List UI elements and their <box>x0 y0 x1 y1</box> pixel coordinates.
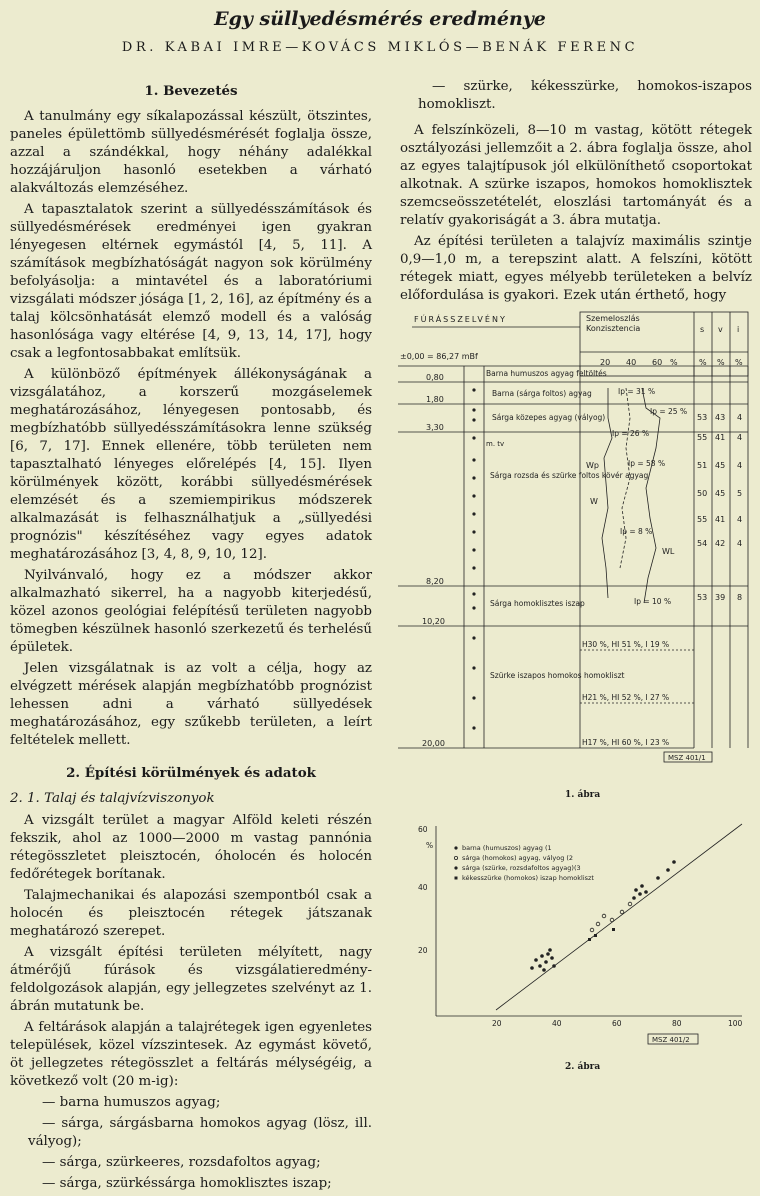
paragraph: Talajmechanikai és alapozási szempontból csak a holocén és pleisztocén rétegek játszanak meghatározó szerepet. <box>10 888 372 939</box>
fig2-xtick: 20 <box>492 1019 502 1028</box>
figure-2-caption: 2. ábra <box>565 1062 601 1072</box>
fig1-cell: 4 <box>737 515 743 524</box>
fig1-cell: 54 <box>697 539 708 548</box>
fig1-cell: 4 <box>737 433 743 442</box>
fig2-xtick: 40 <box>552 1019 562 1028</box>
fig1-wl-curve <box>642 388 660 603</box>
article-authors: DR. KABAI IMRE—KOVÁCS MIKLÓS—BENÁK FERENC <box>121 40 639 55</box>
fig2-legend: sárga (homokos) agyag, vályog (2 <box>462 854 574 862</box>
paragraph: Az építési területen a talajvíz maximális szintje 0,9—1,0 m, a terepszint alatt. A felszíni, kötött rétegek miatt, egyes mélyebb területeken a belvíz előfordulása is gyakori. Ezek után érthető, hogy <box>400 234 752 303</box>
fig1-unit: % <box>735 358 743 367</box>
fig1-w-label: W <box>590 497 598 506</box>
fig1-datum: ±0,00 = 86,27 mBf <box>400 352 478 361</box>
fig1-scale: 60 <box>652 358 663 367</box>
fig1-layer: Barna (sárga foltos) agyag <box>492 389 592 398</box>
paragraph: A felszínközeli, 8—10 m vastag, kötött rétegek osztályozási jellemzőit a 2. ábra foglalja össze, ahol az egyes talajtípusok jól elkülöníthető csoportokat alkotnak. A szürke iszapos, homokos homoklisztek szemcseösszetételét, eloszlási tartományát és a relatív gyakoriságát a 3. ábra mutatja. <box>400 123 752 228</box>
fig1-cell: 43 <box>715 413 726 422</box>
fig1-ip: Ip = 26 % <box>612 429 650 438</box>
paragraph: A különböző építmények állékonyságának a vizsgálatához, a korszerű mozgáselemek meghatározásához, lényegesen pontosabb, és megbízhatóbb süllyedésszámításokra lenne szükség [6, 7, 17]. Ennek ellenére, több területen nem tapasztalható lényeges előrelépés [4, 15]. Ilyen körülmények között, korábbi süllyedésmérések elemzését és a szemiempirikus módszerek alkalmazását is felhasználhatjuk a „süllyedési prognózis" készítéséhez vagy egyes adatok meghatározásához [3, 4, 8, 9, 10, 12]. <box>10 367 372 562</box>
fig2-stamp: MSZ 401/2 <box>652 1036 690 1044</box>
left-column <box>10 78 372 1196</box>
fig1-col-v: v <box>718 325 723 334</box>
fig1-col-s: s <box>700 325 705 334</box>
fig2-ytick: 40 <box>418 883 428 892</box>
fig1-depth: 1,80 <box>426 395 444 404</box>
fig1-cell: 41 <box>715 515 726 524</box>
fig1-h-row: H30 %, HI 51 %, I 19 % <box>582 640 670 649</box>
paragraph: A tanulmány egy síkalapozással készült, ötszintes, paneles épülettömb süllyedésmérését foglalja össze, azzal a szándékkal, hogy néhány adalékkal hozzájáruljon hasonló esetekben a várható alakváltozás elemzéséhez. <box>10 109 372 196</box>
list-item: — barna humuszos agyag; <box>42 1095 221 1110</box>
fig1-unit: % <box>699 358 707 367</box>
fig2-legend: sárga (szürke, rozsdafoltos agyag)(3 <box>462 864 581 872</box>
fig1-cell: 53 <box>697 413 708 422</box>
fig1-header-mid1: Szemeloszlás <box>586 314 640 323</box>
fig2-ylabel: % <box>426 841 434 850</box>
fig2-xtick: 80 <box>672 1019 682 1028</box>
fig1-cell: 53 <box>697 593 708 602</box>
fig1-unit: % <box>717 358 725 367</box>
paragraph: A tapasztalatok szerint a süllyedésszámítások és süllyedésmérések eredményei igen gyakran lényegesen eltérnek egymástól [4, 5, 11]. A számítások megbízhatóságát nagyon sok körülmény befolyásolja: a mintavétel és a laboratóriumi vizsgálati módszer jósága [1, 2, 16], az építmény és a talaj kölcsönhatását elemző modell és a valóság hasonlósága vagy eltérése [4, 9, 13, 14, 17], hogy csak a legfontosabbakat említsük. <box>10 202 372 361</box>
fig1-ip: Ip = 58 % <box>628 459 666 468</box>
fig1-scale: 40 <box>626 358 637 367</box>
fig1-layer: Sárga közepes agyag (vályog) <box>492 413 606 422</box>
fig1-cell: 45 <box>715 461 726 470</box>
subsection-heading: 2. 1. Talaj és talajvízviszonyok <box>10 791 215 806</box>
fig1-ip: Ip = 10 % <box>634 597 672 606</box>
article-title: Egy süllyedésmérés eredménye <box>214 8 546 30</box>
fig1-sample-dots <box>472 388 475 729</box>
right-column <box>400 78 752 308</box>
fig1-depth: 8,20 <box>426 577 444 586</box>
fig1-ip: Ip = 25 % <box>650 407 688 416</box>
fig2-ytick: 20 <box>418 946 428 955</box>
fig1-stamp: MSZ 401/1 <box>668 754 706 762</box>
fig1-watertable: m. tv <box>486 440 505 448</box>
fig1-cell: 39 <box>715 593 726 602</box>
fig1-cell: 42 <box>715 539 726 548</box>
fig1-layer: Sárga homoklisztes iszap <box>490 599 585 608</box>
paragraph: A vizsgált terület a magyar Alföld keleti részén fekszik, ahol az 1000—2000 m vastag pannónia rétegösszletet pleisztocén, óholocén és holocén fedőrétegek borítanak. <box>10 813 372 882</box>
fig1-depth: 0,80 <box>426 373 444 382</box>
list-item: — sárga, szürkeeres, rozsdafoltos agyag; <box>42 1155 321 1170</box>
fig1-cell: 55 <box>697 433 708 442</box>
fig1-cell: 4 <box>737 413 743 422</box>
figure-1-borehole-log <box>394 308 754 763</box>
list-item: — sárga, szürkéssárga homoklisztes iszap; <box>42 1176 332 1191</box>
fig1-depth: 10,20 <box>422 617 445 626</box>
fig2-legend: barna (humuszos) agyag (1 <box>462 844 552 852</box>
fig1-layer: Sárga rozsda és szürke foltos kövér agyag <box>490 471 649 480</box>
fig1-h-row: H17 %, HI 60 %, I 23 % <box>582 738 670 747</box>
list-item: — sárga, sárgásbarna homokos agyag (lösz, ill. vályog); <box>28 1116 372 1149</box>
fig2-xtick: 100 <box>728 1019 743 1028</box>
fig1-cell: 50 <box>697 489 708 498</box>
fig1-depth: 20,00 <box>422 739 445 748</box>
fig1-cell: 4 <box>737 461 743 470</box>
list-item: — szürke, kékesszürke, homokos-iszapos homokliszt. <box>418 79 752 112</box>
paragraph: A feltárások alapján a talajrétegek igen egyenletes települések, közel vízszintesek. Az egymást követő, öt jellegzetes rétegösszlet a feltárás mélységéig, a következő volt (20 m-ig): <box>10 1020 372 1089</box>
fig1-ip: Ip = 8 % <box>620 527 653 536</box>
paragraph: Jelen vizsgálatnak is az volt a célja, hogy az elvégzett mérések alapján megbízhatóbb prognózist lehessen adni a várható süllyedések meghatározásához, egy szűkebb területen, a leírt feltételek mellett. <box>10 661 372 748</box>
figure-1-caption: 1. ábra <box>565 790 601 800</box>
section-heading-intro: 1. Bevezetés <box>144 83 238 99</box>
fig1-cell: 4 <box>737 539 743 548</box>
fig1-w-label: WL <box>662 547 675 556</box>
fig1-cell: 51 <box>697 461 708 470</box>
fig2-legend: kékesszürke (homokos) iszap homokliszt <box>462 874 594 882</box>
figure-2-scatter <box>416 820 751 1050</box>
fig1-cell: 45 <box>715 489 726 498</box>
fig1-header-left: FÚRÁSSZELVÉNY <box>414 315 507 324</box>
fig1-cell: 55 <box>697 515 708 524</box>
fig1-scale: % <box>670 358 678 367</box>
fig1-cell: 5 <box>737 489 743 498</box>
paragraph: A vizsgált építési területen mélyített, nagy átmérőjű fúrások és vizsgálatieredmény-feldolgozások alapján, egy jellegzetes szelvényt az 1. ábrán mutatunk be. <box>10 945 372 1014</box>
fig1-cell: 41 <box>715 433 726 442</box>
fig1-layer: Szürke iszapos homokos homokliszt <box>490 671 625 680</box>
fig1-h-row: H21 %, HI 52 %, I 27 % <box>582 693 670 702</box>
fig2-xtick: 60 <box>612 1019 622 1028</box>
fig1-header-mid2: Konzisztencia <box>586 324 641 333</box>
fig2-ytick: 60 <box>418 825 428 834</box>
section-heading-conditions: 2. Építési körülmények és adatok <box>66 765 316 781</box>
fig1-col-i: i <box>737 325 740 334</box>
fig1-depth: 3,30 <box>426 423 444 432</box>
fig1-layer: Barna humuszos agyag feltöltés <box>486 369 607 378</box>
fig1-ip: Ip = 31 % <box>618 387 656 396</box>
paragraph: Nyilvánvaló, hogy ez a módszer akkor alkalmazható sikerrel, ha a nagyobb kiterjedésű, közel azonos geológiai felépítésű területen nagyobb tömegben készülnek hasonló szerkezetű és terhelésű épületek. <box>10 568 372 655</box>
fig1-cell: 8 <box>737 593 743 602</box>
fig1-scale: 20 <box>600 358 611 367</box>
fig1-w-label: Wp <box>586 461 599 470</box>
